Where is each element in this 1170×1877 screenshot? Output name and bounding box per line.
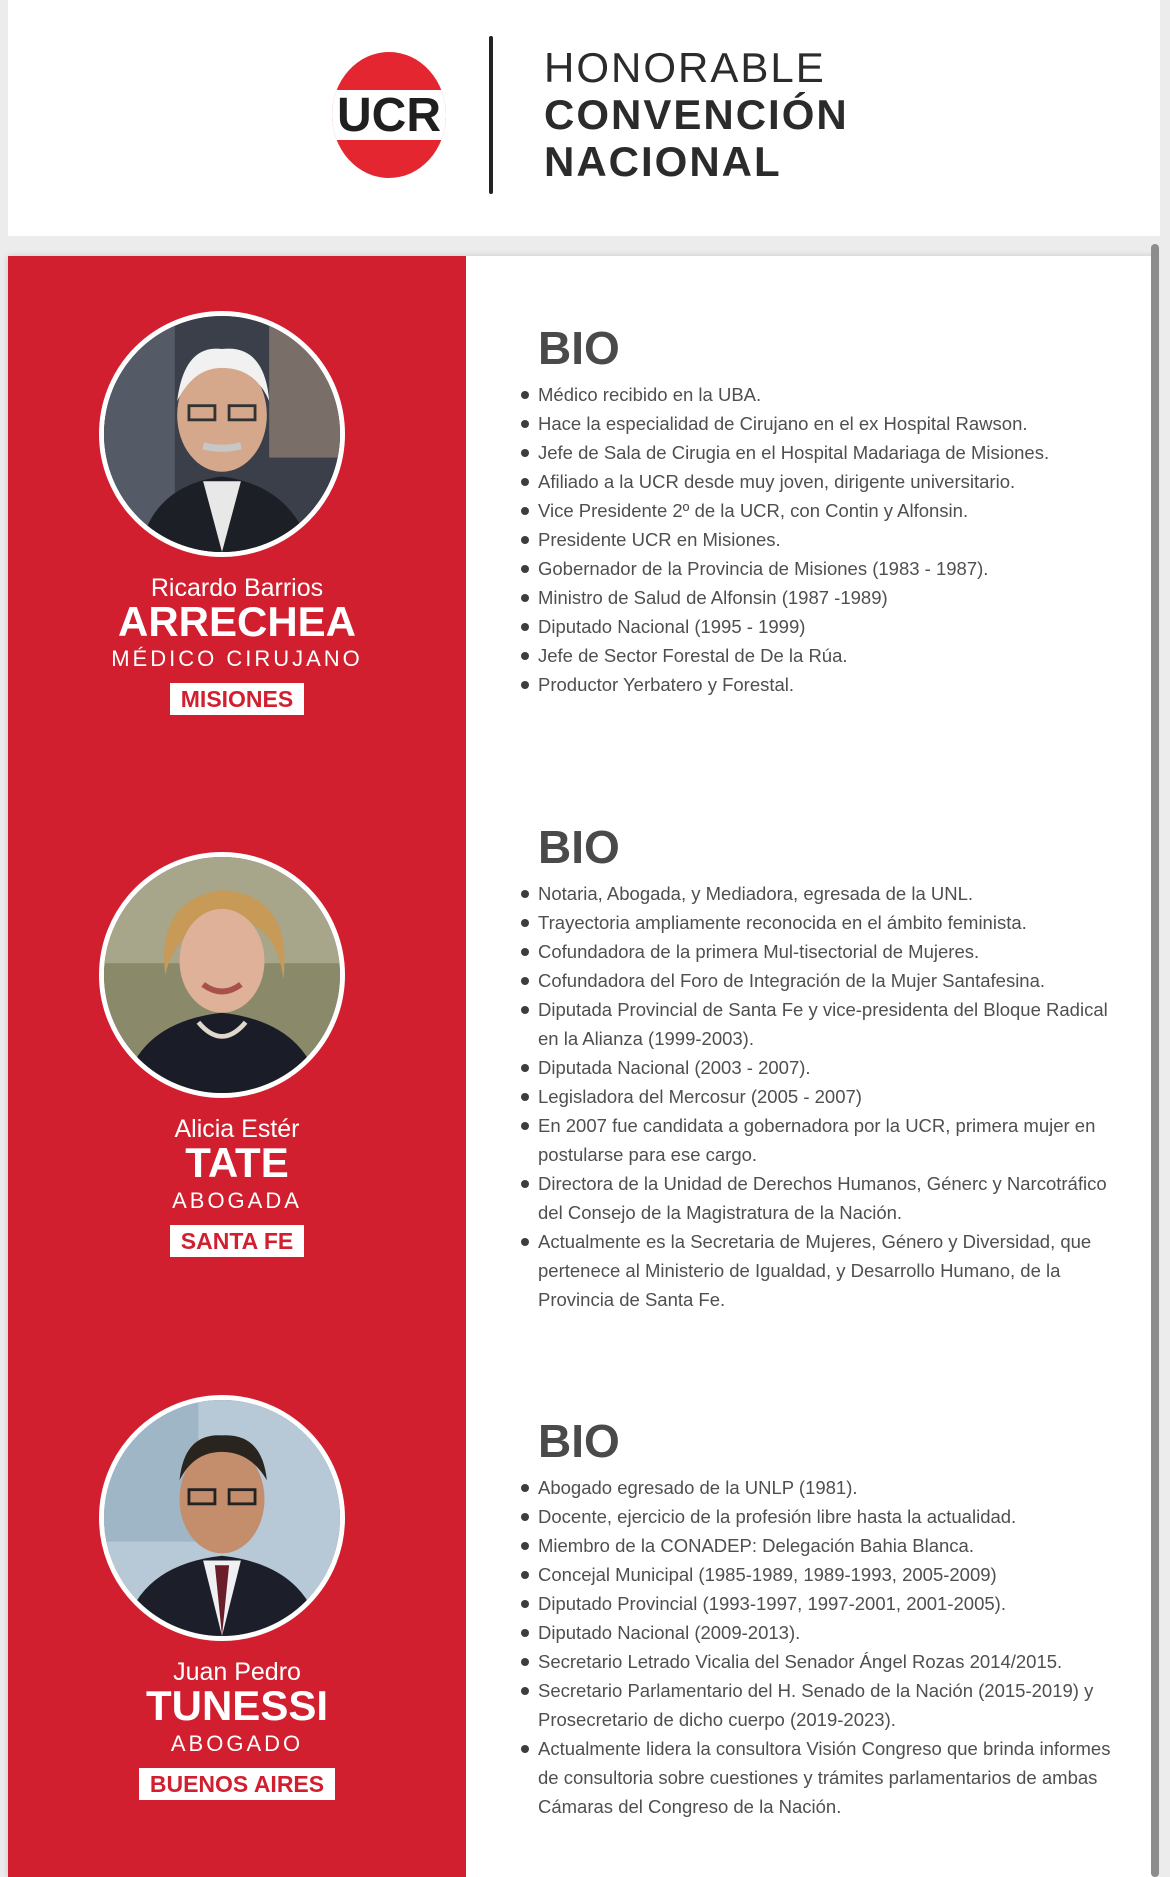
person-first-name: Ricardo Barrios [150, 574, 324, 602]
list-item: Jefe de Sector Forestal de De la Rúa. [518, 641, 1118, 670]
list-item: Jefe de Sala de Cirugia en el Hospital Madariaga de Misiones. [518, 438, 1118, 467]
person-last-name: TATE [185, 1139, 289, 1186]
logo-text: UCR [337, 89, 441, 142]
list-item: Diputada Nacional (2003 - 2007). [518, 1053, 1118, 1082]
person-first-name: Juan Pedro [173, 1658, 301, 1686]
province-badge: BUENOS AIRES [139, 1768, 335, 1800]
list-item: Productor Yerbatero y Forestal. [518, 670, 1118, 699]
scrollbar[interactable] [1151, 244, 1159, 1877]
province-badge: MISIONES [170, 683, 304, 715]
person-first-name: Alicia Estér [174, 1115, 300, 1143]
list-item: Presidente UCR en Misiones. [518, 525, 1118, 554]
portrait-photo [99, 311, 345, 557]
list-item: Cofundadora del Foro de Integración de la Mujer Santafesina. [518, 966, 1118, 995]
list-item: Notaria, Abogada, y Mediadora, egresada de la UNL. [518, 879, 1118, 908]
list-item: Afiliado a la UCR desde muy joven, dirigente universitario. [518, 467, 1118, 496]
list-item: Directora de la Unidad de Derechos Humanos, Génerc y Narcotráfico del Consejo de la Magistratura de la Nación. [518, 1169, 1118, 1227]
bio-list [518, 879, 1118, 1314]
header-title [544, 44, 849, 185]
bio-title: BIO [538, 1415, 620, 1467]
header [8, 0, 1160, 236]
header-divider [489, 36, 493, 194]
list-item: Legisladora del Mercosur (2005 - 2007) [518, 1082, 1118, 1111]
content-card [8, 256, 1155, 1877]
list-item: Ministro de Salud de Alfonsin (1987 -1989) [518, 583, 1118, 612]
province-badge: SANTA FE [170, 1225, 304, 1257]
portrait-photo [99, 852, 345, 1098]
list-item: Trayectoria ampliamente reconocida en el ámbito feminista. [518, 908, 1118, 937]
list-item: Gobernador de la Provincia de Misiones (1983 - 1987). [518, 554, 1118, 583]
list-item: Diputado Provincial (1993-1997, 1997-2001, 2001-2005). [518, 1589, 1118, 1618]
bio-title: BIO [538, 322, 620, 374]
ucr-logo [330, 50, 448, 180]
list-item: Cofundadora de la primera Mul-tisectorial de Mujeres. [518, 937, 1118, 966]
person-profession: MÉDICO CIRUJANO [111, 646, 363, 671]
portrait-photo [99, 1395, 345, 1641]
list-item: Médico recibido en la UBA. [518, 380, 1118, 409]
list-item: Actualmente es la Secretaria de Mujeres, Género y Diversidad, que pertenece al Ministerio de Igualdad, y Desarrollo Humano, de la Provincia de Santa Fe. [518, 1227, 1118, 1314]
person-last-name: ARRECHEA [117, 598, 356, 645]
title-line-1: HONORABLE [544, 44, 826, 91]
list-item: Secretario Letrado Vicalia del Senador Ángel Rozas 2014/2015. [518, 1647, 1118, 1676]
list-item: Abogado egresado de la UNLP (1981). [518, 1473, 1118, 1502]
list-item: Vice Presidente 2º de la UCR, con Contin y Alfonsin. [518, 496, 1118, 525]
person-last-name: TUNESSI [145, 1682, 329, 1729]
list-item: Miembro de la CONADEP: Delegación Bahia Blanca. [518, 1531, 1118, 1560]
list-item: Hace la especialidad de Cirujano en el ex Hospital Rawson. [518, 409, 1118, 438]
list-item: Diputada Provincial de Santa Fe y vice-presidenta del Bloque Radical en la Alianza (1999-2003). [518, 995, 1118, 1053]
person-profession: ABOGADA [172, 1188, 302, 1213]
bio-title: BIO [538, 821, 620, 873]
person-profession: ABOGADO [170, 1731, 304, 1756]
list-item: En 2007 fue candidata a gobernadora por la UCR, primera mujer en postularse para ese cargo. [518, 1111, 1118, 1169]
scrollbar-thumb[interactable] [1151, 244, 1159, 1877]
list-item: Diputado Nacional (2009-2013). [518, 1618, 1118, 1647]
list-item: Secretario Parlamentario del H. Senado de la Nación (2015-2019) y Prosecretario de dicho cuerpo (2019-2023). [518, 1676, 1118, 1734]
list-item: Docente, ejercicio de la profesión libre hasta la actualidad. [518, 1502, 1118, 1531]
list-item: Actualmente lidera la consultora Visión Congreso que brinda informes de consultoria sobre cuestiones y trámites parlamentarios de ambas Cámaras del Congreso de la Nación. [518, 1734, 1118, 1821]
list-item: Diputado Nacional (1995 - 1999) [518, 612, 1118, 641]
title-line-3: NACIONAL [544, 138, 782, 185]
bio-list [518, 1473, 1118, 1821]
list-item: Concejal Municipal (1985-1989, 1989-1993, 2005-2009) [518, 1560, 1118, 1589]
bio-list [518, 380, 1118, 699]
title-line-2: CONVENCIÓN [544, 91, 849, 138]
